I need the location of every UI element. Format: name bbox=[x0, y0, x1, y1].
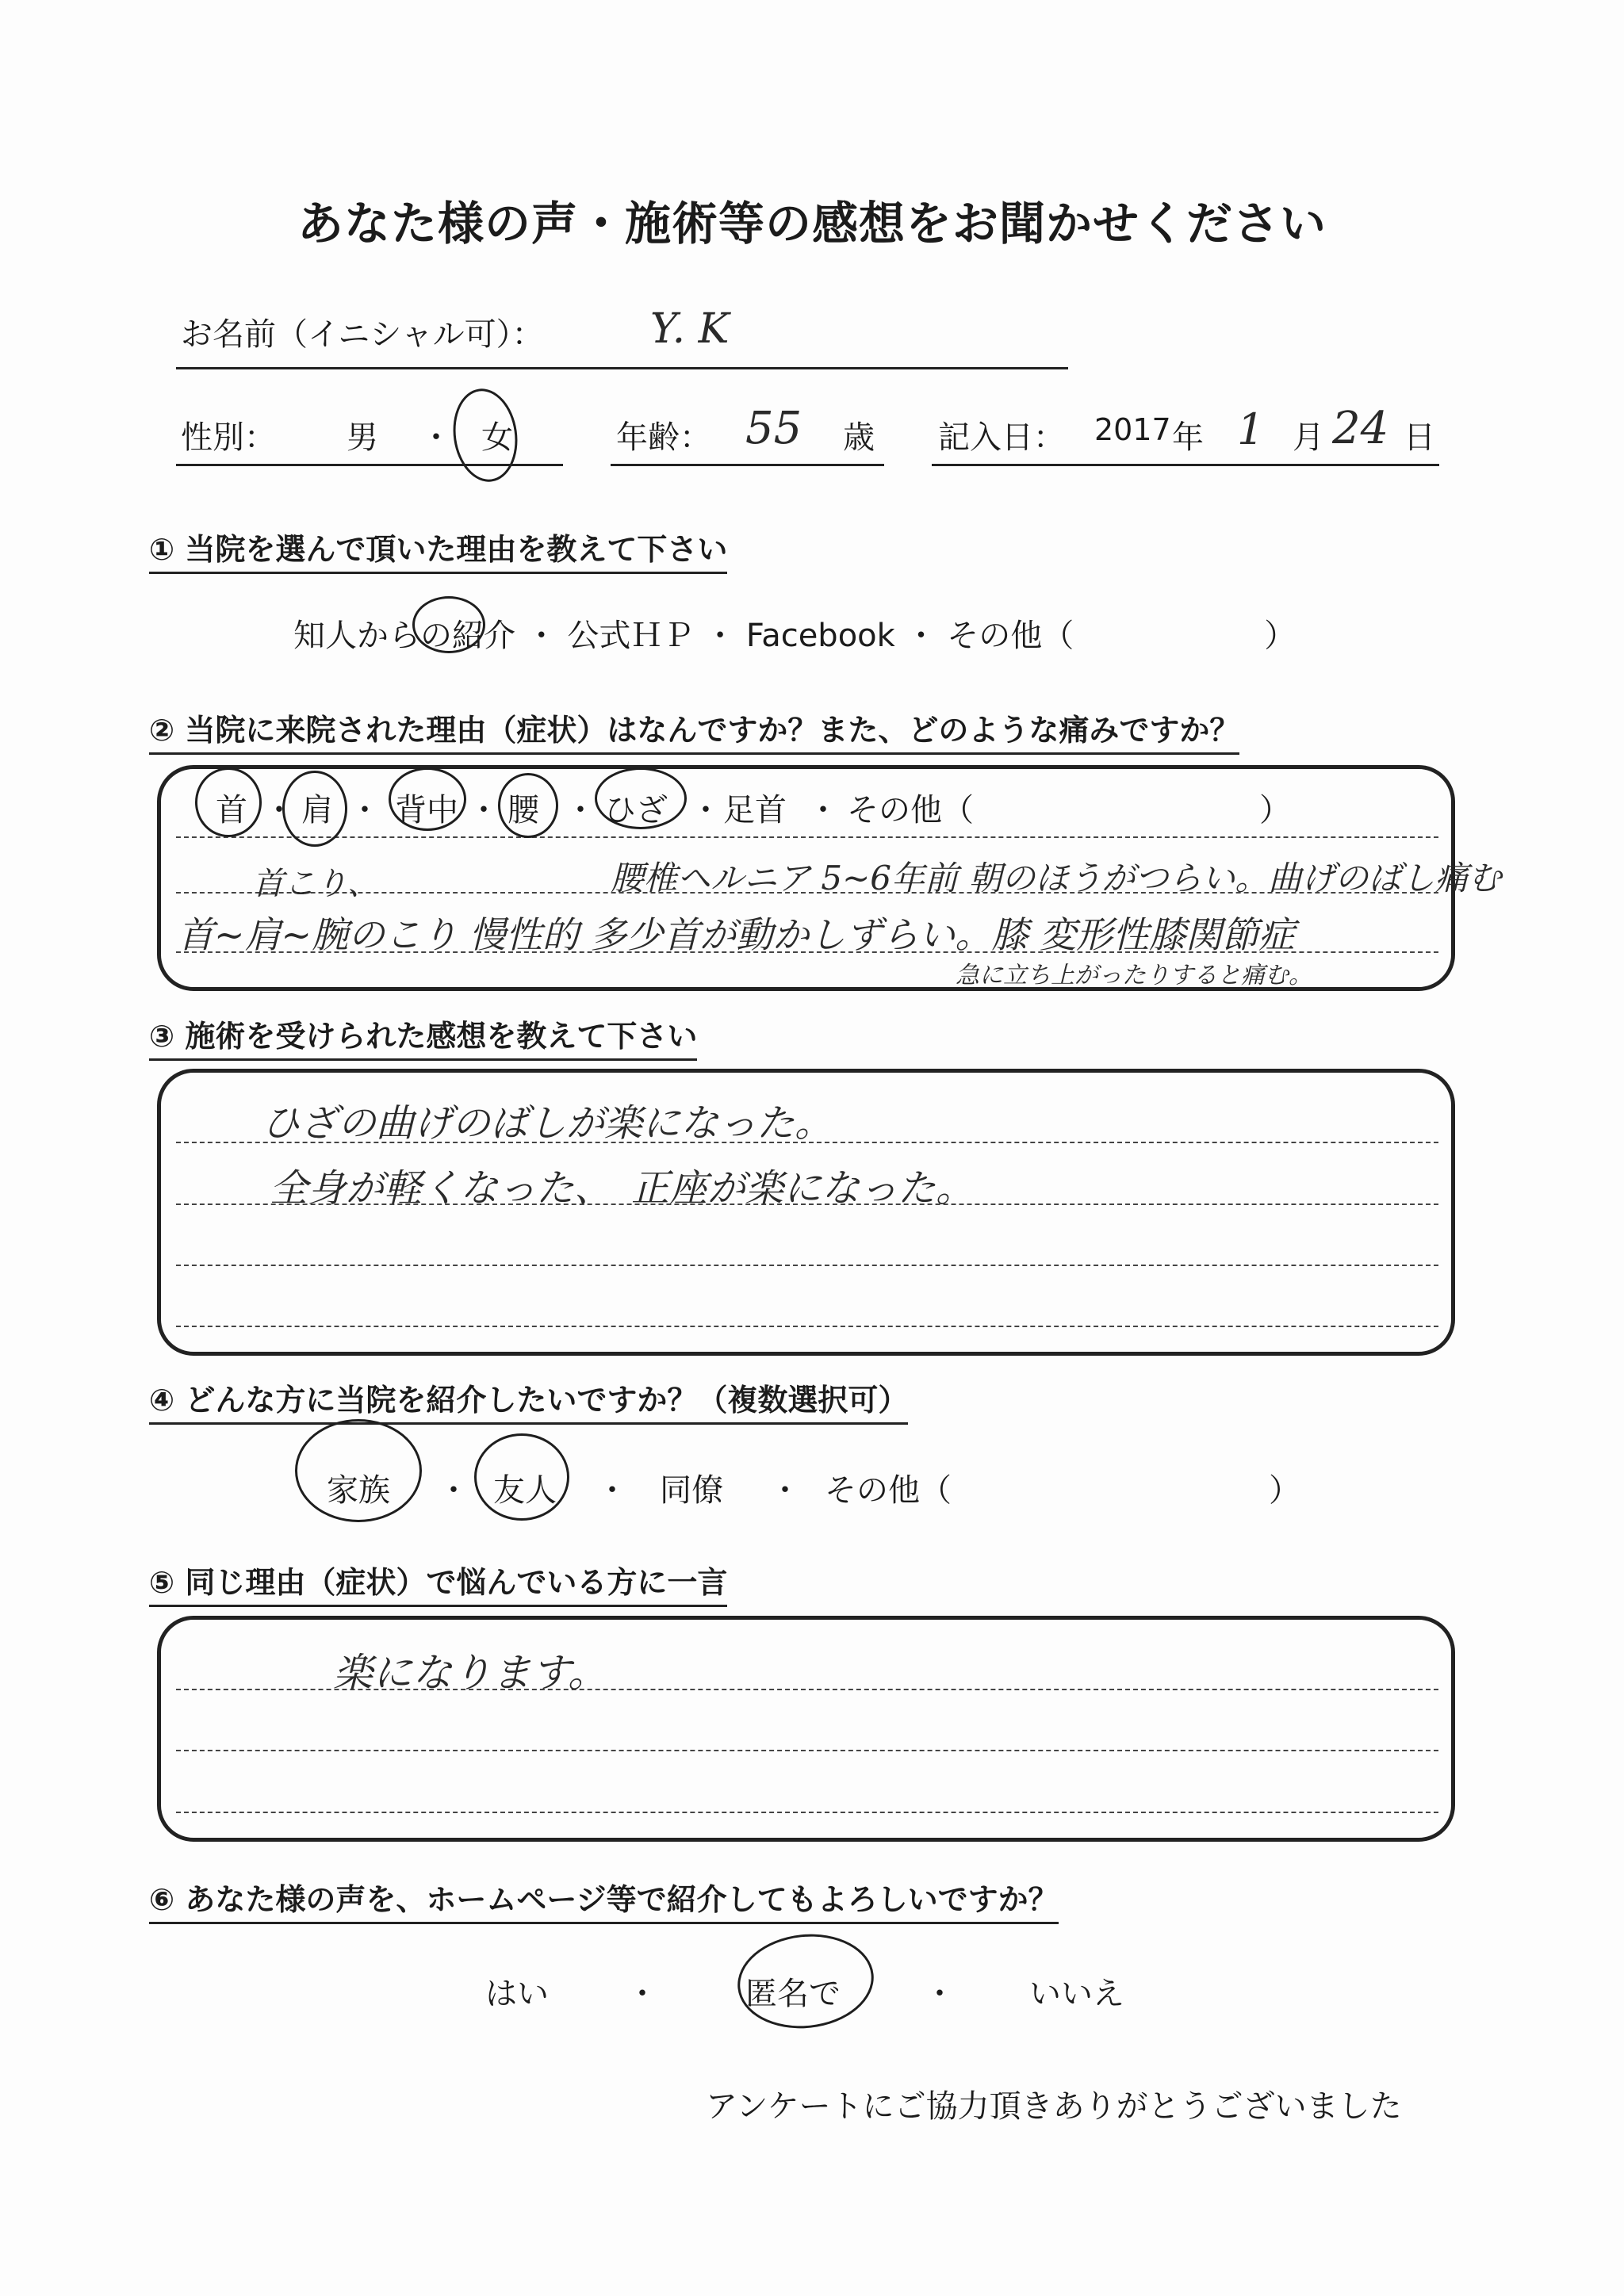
q2-option-waist[interactable]: 腰 bbox=[508, 792, 539, 828]
q6-option-no[interactable]: いいえ bbox=[1029, 1976, 1124, 2012]
q2-answer-line1a[interactable]: 首こり、 bbox=[252, 866, 379, 902]
q2-separator: ・ bbox=[263, 792, 295, 828]
q6-separator: ・ bbox=[924, 1976, 956, 2012]
q2-neck-circle bbox=[195, 767, 262, 837]
q2-separator: ・ bbox=[468, 792, 500, 828]
year-unit: 年 bbox=[1172, 419, 1204, 456]
age-label: 年齢： bbox=[616, 419, 711, 456]
q6-question: ⑥ あなた様の声を、ホームページ等で紹介してもよろしいですか？ bbox=[149, 1875, 1059, 1924]
q2-option-knee[interactable]: ひざ bbox=[604, 792, 668, 828]
q4-question: ④ どんな方に当院を紹介したいですか？（複数選択可） bbox=[149, 1376, 908, 1425]
q4-separator: ・ bbox=[596, 1472, 628, 1509]
q3-question: ③ 施術を受けられた感想を教えて下さい bbox=[149, 1012, 697, 1061]
q1-selected-circle bbox=[412, 596, 485, 653]
q4-separator: ・ bbox=[438, 1472, 469, 1509]
q2-separator: ・ bbox=[807, 792, 839, 828]
q5-dashed-line bbox=[176, 1750, 1438, 1751]
footer-thanks: アンケートにご協力頂きありがとうございました bbox=[706, 2088, 1402, 2125]
gender-label: 性別： bbox=[181, 419, 276, 456]
gender-underline bbox=[176, 464, 563, 466]
q2-knee-circle bbox=[595, 767, 687, 829]
q4-option-friend[interactable]: 友人 bbox=[493, 1472, 557, 1509]
q5-answer-line1[interactable]: 楽になります。 bbox=[333, 1650, 607, 1696]
q3-answer-line2[interactable]: 全身が軽くなった、 正座が楽になった。 bbox=[270, 1166, 975, 1211]
q2-answer-line2[interactable]: 首~肩~腕のこり 慢性的 多少首が動かしずらい。膝 変形性膝関節症 bbox=[178, 913, 1295, 956]
female-selected-circle bbox=[447, 385, 523, 486]
q2-waist-circle bbox=[498, 773, 558, 838]
q2-separator: ・ bbox=[565, 792, 596, 828]
page-title: あなた様の声・施術等の感想をお聞かせください bbox=[297, 197, 1327, 251]
q2-shoulder-circle bbox=[282, 771, 347, 847]
gender-female-option[interactable]: 女 bbox=[481, 419, 513, 456]
q2-back-circle bbox=[389, 767, 466, 831]
q3-answer-line1[interactable]: ひざの曲げのばしが楽になった。 bbox=[262, 1101, 833, 1146]
year-value[interactable]: 2017 bbox=[1094, 412, 1171, 447]
q3-dashed-line bbox=[176, 1326, 1438, 1327]
q2-option-ankle[interactable]: 足首 bbox=[723, 792, 787, 828]
date-label: 記入日： bbox=[938, 419, 1065, 456]
q2-option-shoulder[interactable]: 肩 bbox=[301, 792, 333, 828]
q4-option-colleague[interactable]: 同僚 bbox=[660, 1472, 723, 1509]
month-value[interactable]: 1 bbox=[1237, 404, 1265, 454]
date-underline bbox=[932, 464, 1439, 466]
name-underline bbox=[176, 367, 1068, 369]
q2-separator: ・ bbox=[690, 792, 722, 828]
q2-option-back[interactable]: 背中 bbox=[395, 792, 458, 828]
q2-answer-line3[interactable]: 急に立ち上がったりすると痛む。 bbox=[956, 962, 1312, 989]
q2-dashed-line bbox=[176, 836, 1438, 838]
q2-question: ② 当院に来院された理由（症状）はなんですか？また、どのような痛みですか？ bbox=[149, 706, 1239, 755]
age-value[interactable]: 55 bbox=[745, 403, 802, 454]
name-value[interactable]: Y. K bbox=[650, 305, 730, 353]
q4-option-other[interactable]: その他（ ） bbox=[825, 1472, 1300, 1509]
q2-answer-line1b[interactable]: 腰椎ヘルニア 5~6年前 朝のほうがつらい。曲げのばし痛む bbox=[611, 859, 1502, 897]
q3-dashed-line bbox=[176, 1265, 1438, 1266]
gender-male-option[interactable]: 男 bbox=[347, 419, 378, 456]
q4-friend-circle bbox=[474, 1433, 569, 1521]
q6-option-anonymous[interactable]: 匿名で bbox=[745, 1976, 841, 2012]
q4-family-circle bbox=[295, 1419, 422, 1522]
q5-dashed-line bbox=[176, 1812, 1438, 1813]
day-unit: 日 bbox=[1404, 419, 1435, 456]
month-unit: 月 bbox=[1293, 419, 1324, 456]
q6-separator: ・ bbox=[626, 1976, 658, 2012]
q5-question: ⑤ 同じ理由（症状）で悩んでいる方に一言 bbox=[149, 1558, 727, 1607]
q2-option-neck[interactable]: 首 bbox=[216, 792, 247, 828]
gender-separator: ・ bbox=[420, 419, 452, 456]
age-underline bbox=[611, 464, 884, 466]
q2-option-other[interactable]: その他（ ） bbox=[847, 792, 1291, 828]
q4-option-family[interactable]: 家族 bbox=[327, 1472, 390, 1509]
name-label: お名前（イニシャル可）： bbox=[181, 316, 544, 353]
q6-option-yes[interactable]: はい bbox=[485, 1976, 549, 2012]
q2-separator: ・ bbox=[349, 792, 381, 828]
q6-anonymous-circle bbox=[733, 1927, 878, 2034]
q1-question: ① 当院を選んで頂いた理由を教えて下さい bbox=[149, 525, 727, 574]
q4-separator: ・ bbox=[769, 1472, 801, 1509]
age-unit: 歳 bbox=[843, 419, 875, 456]
day-value[interactable]: 24 bbox=[1332, 403, 1389, 454]
q1-options[interactable]: 知人からの紹介 ・ 公式ＨＰ ・ Facebook ・ その他（ ） bbox=[293, 618, 1297, 654]
